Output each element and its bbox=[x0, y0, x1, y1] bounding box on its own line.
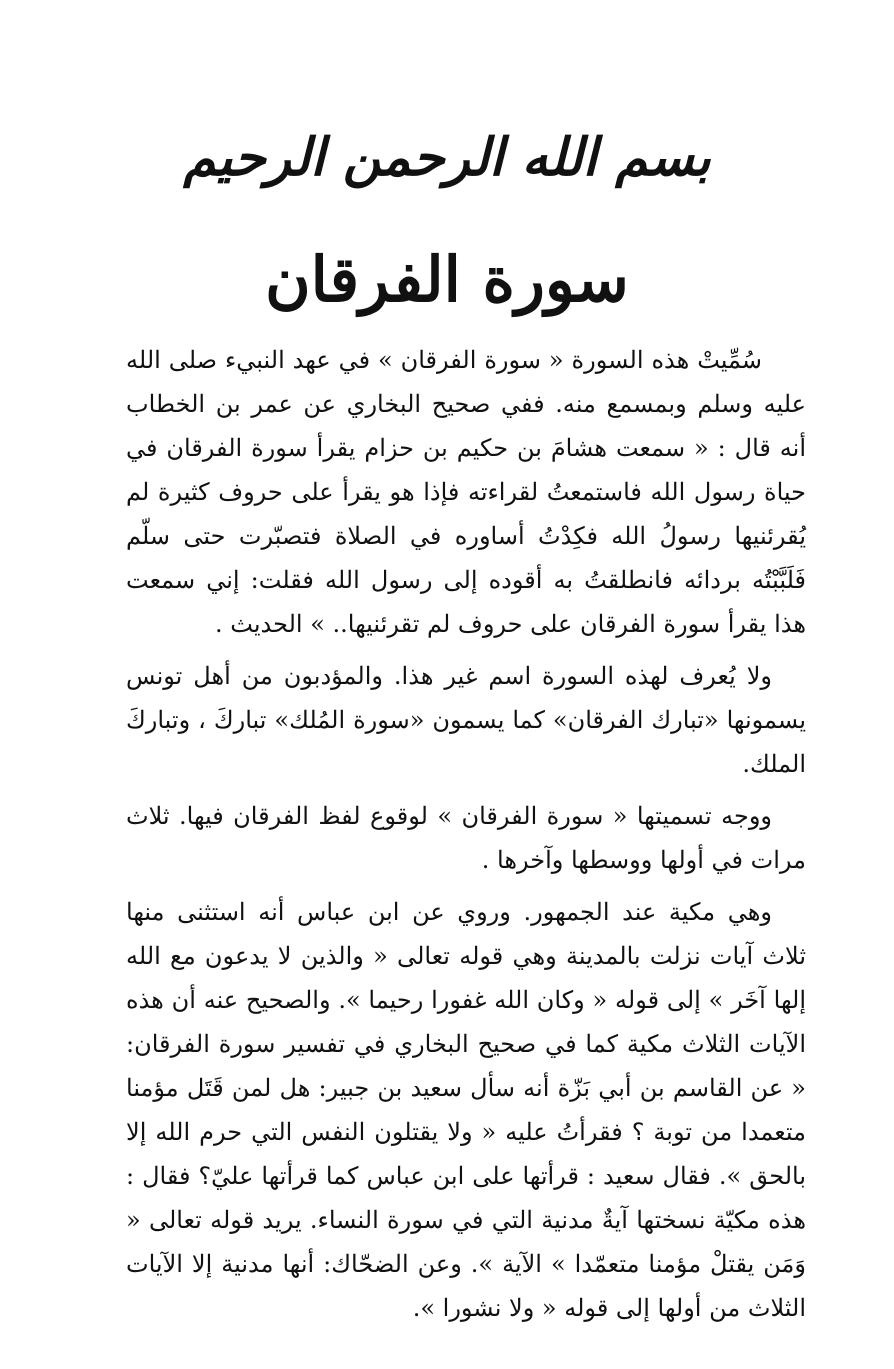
paragraph-other-name: ولا يُعرف لهذه السورة اسم غير هذا. والمؤدبون من أهل تونس يسمونها «تبارك الفرقان» كما يسمون «سورة المُلك» تباركَ ، وتباركَ الملك. bbox=[126, 662, 806, 778]
paragraph-makki-status: وهي مكية عند الجمهور. وروي عن ابن عباس أنه استثنى منها ثلاث آيات نزلت بالمدينة وهي قوله تعالى « والذين لا يدعون مع الله إلها آخَر » إلى قوله « وكان الله غفورا رحيما ». والصحيح عنه أن هذه الآيات الثلاث مكية كما في صحيح البخاري في تفسير سورة الفرقان: « عن القاسم بن أبي بَزّة أنه سأل سعيد بن جبير: هل لمن قَتَل مؤمنا متعمدا من توبة ؟ فقرأتُ عليه « ولا يقتلون النفس التي حرم الله إلا بالحق ». فقال سعيد : قرأتها على ابن عباس كما قرأتها عليّ؟ فقال : هذه مكيّة نسختها آيةٌ مدنية التي في سورة النساء. يريد قوله تعالى « وَمَن يقتلْ مؤمنا متعمّدا » الآية ». وعن الضحّاك: أنها مدنية إلا الآيات الثلاث من أولها إلى قوله « ولا نشورا ». bbox=[126, 898, 806, 1322]
paragraph-naming: سُمِّيتْ هذه السورة « سورة الفرقان » في عهد النبيء صلى الله عليه وسلم وبمسمع منه. ففي صحيح البخاري عن عمر بن الخطاب أنه قال : « سمعت هشامَ بن حكيم بن حزام يقرأ سورة الفرقان في حياة رسول الله فاستمعتُ لقراءته فإذا هو يقرأ على حروف كثيرة لم يُقرئنيها رسولُ الله فكِدْتُ أساوره في الصلاة فتصبّرت حتى سلّم فَلَبَّبْتُه بردائه فانطلقتُ به أقوده إلى رسول الله فقلت: إني سمعت هذا يقرأ سورة الفرقان على حروف لم تقرئنيها.. » الحديث . bbox=[126, 346, 806, 638]
paragraph-reason-for-name: ووجه تسميتها « سورة الفرقان » لوقوع لفظ الفرقان فيها. ثلاث مرات في أولها ووسطها وآخرها . bbox=[126, 802, 806, 874]
body-text bbox=[126, 338, 806, 1338]
basmala-heading: بسم الله الرحمن الرحيم bbox=[183, 127, 711, 188]
surah-title: سورة الفرقان bbox=[265, 243, 629, 316]
